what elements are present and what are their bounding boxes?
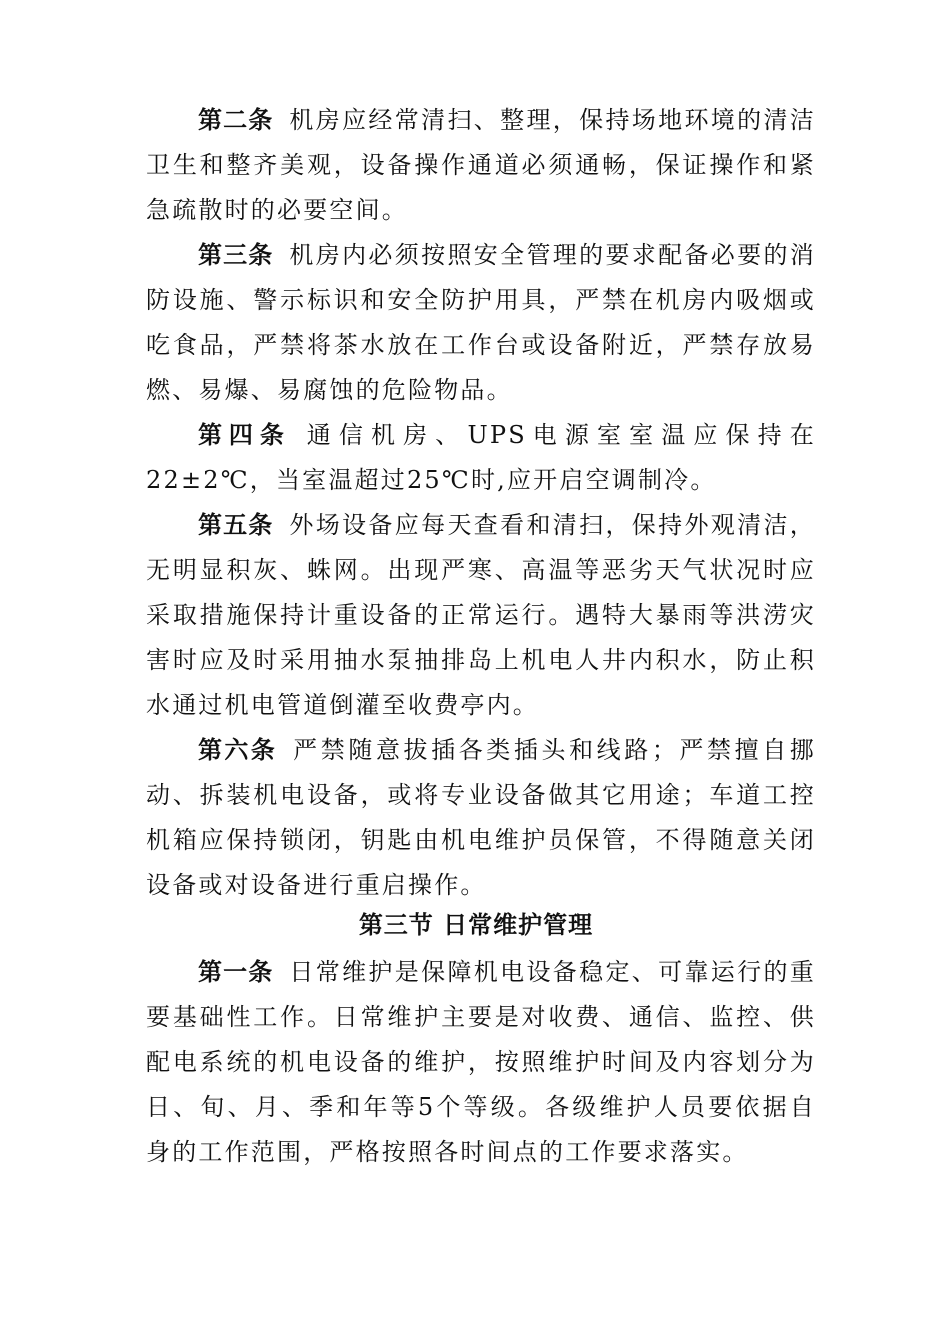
article-paragraph [146, 950, 816, 1175]
article-text: 严禁随意拔插各类插头和线路；严禁擅自挪动、拆装机电设备，或将专业设备做其它用途；车道工控机箱应保持锁闭，钥匙由机电维护员保管，不得随意关闭设备或对设备进行重启操作。 [146, 736, 816, 899]
article-paragraph [146, 503, 816, 728]
article-label: 第一条 [198, 958, 274, 986]
section-heading: 第三节 日常维护管理 [358, 911, 594, 939]
article-paragraph [146, 98, 816, 233]
article-label: 第六条 [198, 736, 278, 764]
article-label: 第二条 [198, 106, 274, 134]
article-label: 第三条 [198, 241, 274, 269]
article-text: 外场设备应每天查看和清扫，保持外观清洁，无明显积灰、蛛网。出现严寒、高温等恶劣天气状况时应采取措施保持计重设备的正常运行。遇特大暴雨等洪涝灾害时应及时采用抽水泵抽排岛上机电人井内积水，防止积水通过机电管道倒灌至收费亭内。 [146, 511, 817, 719]
article-text: 通信机房、UPS电源室室温应保持在22±2℃，当室温超过25℃时,应开启空调制冷。 [146, 421, 817, 494]
article-paragraph [146, 233, 816, 413]
article-label: 第五条 [198, 511, 274, 539]
article-paragraph [146, 413, 816, 503]
article-label: 第四条 [198, 421, 291, 449]
article-text: 机房应经常清扫、整理，保持场地环境的清洁卫生和整齐美观，设备操作通道必须通畅，保证操作和紧急疏散时的必要空间。 [146, 106, 817, 224]
article-paragraph [146, 728, 816, 908]
article-text: 机房内必须按照安全管理的要求配备必要的消防设施、警示标识和安全防护用具，严禁在机房内吸烟或吃食品，严禁将茶水放在工作台或设备附近，严禁存放易燃、易爆、易腐蚀的危险物品。 [146, 241, 817, 404]
article-text: 日常维护是保障机电设备稳定、可靠运行的重要基础性工作。日常维护主要是对收费、通信、监控、供配电系统的机电设备的维护，按照维护时间及内容划分为日、旬、月、季和年等5个等级。各级维护人员要依据自身的工作范围，严格按照各时间点的工作要求落实。 [146, 958, 817, 1166]
